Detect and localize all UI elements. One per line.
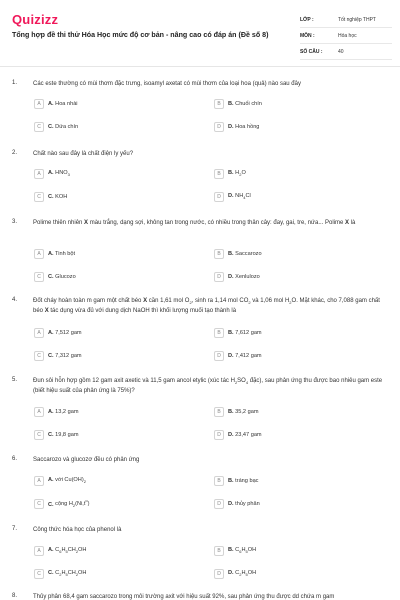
- option-label: B.: [228, 100, 234, 107]
- option-value: Saccarozo: [235, 250, 262, 257]
- worksheet-header: [0, 0, 400, 67]
- answer-option-d[interactable]: [214, 121, 364, 132]
- option-letter-box: D: [214, 499, 224, 509]
- question-number: 2.: [12, 150, 18, 156]
- option-text: [48, 330, 82, 336]
- answer-option-d[interactable]: [214, 429, 364, 440]
- option-text: [48, 432, 78, 438]
- question-text: Polime thiên nhiên X màu trắng, dạng sợi, không tan trong nước, có nhiều trong thân cây: đay, gai, tre, nứa... Polime X là: [33, 220, 356, 226]
- option-letter-box: B: [214, 169, 224, 179]
- question-number: 4.: [12, 297, 18, 303]
- answer-option-b[interactable]: [214, 475, 364, 486]
- option-value: thủy phân: [235, 500, 260, 507]
- option-label: B.: [228, 477, 234, 484]
- answer-option-c[interactable]: [34, 271, 184, 282]
- option-letter-box: D: [214, 122, 224, 132]
- option-value: $C_6H_5OH$: [235, 546, 257, 555]
- option-text: [228, 478, 258, 484]
- option-text: [228, 501, 260, 507]
- question-text: Đun sôi hỗn hợp gồm 12 gam axit axetic và 11,5 gam ancol etylic (xúc tác $H_2SO_4$ đặc), sau phản ứng thu được bao nhiêu gam este (biết hiệu suất của phản ứng là 75%)?: [33, 378, 383, 395]
- worksheet-meta: [300, 12, 392, 60]
- option-value: Hoa hồng: [235, 123, 260, 130]
- option-label: C.: [48, 431, 54, 438]
- question-text: Saccarozo và glucozơ đều có phản ứng: [33, 457, 140, 463]
- meta-value: Tốt nghiệp THPT: [338, 16, 376, 23]
- option-label: D.: [228, 500, 234, 507]
- option-value: 13,2 gam: [55, 408, 79, 415]
- option-text: [48, 170, 70, 177]
- option-label: C.: [48, 123, 54, 130]
- option-label: A.: [48, 476, 54, 483]
- answer-option-b[interactable]: [214, 248, 364, 259]
- answer-option-a[interactable]: [34, 248, 184, 259]
- option-text: [228, 124, 259, 130]
- option-value: $C_2H_5CH_2OH$: [55, 569, 87, 578]
- option-text: [48, 124, 78, 130]
- answer-option-c[interactable]: [34, 191, 184, 202]
- option-text: [228, 570, 256, 577]
- meta-label: LỚP :: [300, 16, 314, 23]
- option-value: KOH: [55, 193, 68, 200]
- meta-label: SỐ CÂU :: [300, 48, 323, 55]
- option-label: B.: [228, 169, 234, 176]
- option-letter-box: D: [214, 430, 224, 440]
- option-value: tráng bạc: [235, 477, 259, 484]
- option-text: [48, 274, 76, 280]
- option-text: [228, 353, 262, 359]
- answer-option-d[interactable]: [214, 350, 364, 361]
- option-value: $C_6H_5CH_2OH$: [55, 546, 87, 555]
- worksheet-title: Tổng hợp đề thi thử Hóa Học mức độ cơ bản - nâng cao có đáp án (Đề số 8): [12, 31, 269, 39]
- option-label: B.: [228, 408, 234, 415]
- answer-option-c[interactable]: [34, 498, 184, 509]
- question-text: Đốt cháy hoàn toàn m gam một chất béo X cần 1,61 mol $O_2$, sinh ra 1,14 mol $CO_2$ và 1,06 mol $H_2O$. Mặt khác, cho 7,088 gam chất béo X tác dụng vừa đủ với dung dịch NaOH thì khối lượng muối tạo thành là: [33, 298, 380, 315]
- option-letter-box: A: [34, 328, 44, 338]
- question-number: 3.: [12, 219, 18, 225]
- option-label: A.: [48, 408, 54, 415]
- option-label: C.: [48, 501, 54, 508]
- option-text: [228, 193, 251, 200]
- option-letter-box: C: [34, 499, 44, 509]
- option-letter-box: C: [34, 122, 44, 132]
- question-text: Các este thường có mùi thơm đặc trưng, isoamyl axetat có mùi thơm của loại hoa (quả) nào sau đây: [33, 81, 301, 87]
- question-number: 8.: [12, 593, 18, 599]
- question-number: 5.: [12, 377, 18, 383]
- option-letter-box: A: [34, 407, 44, 417]
- meta-row-count: [300, 44, 392, 60]
- option-letter-box: B: [214, 476, 224, 486]
- option-label: C.: [48, 273, 54, 280]
- option-text: [48, 547, 86, 554]
- option-value: 19,8 gam: [55, 431, 79, 438]
- answer-option-b[interactable]: [214, 98, 364, 109]
- meta-row-class: [300, 12, 392, 28]
- option-text: [48, 353, 82, 359]
- option-value: Hoa nhài: [55, 100, 78, 107]
- option-letter-box: B: [214, 328, 224, 338]
- option-label: C.: [48, 193, 54, 200]
- option-label: C.: [48, 569, 54, 576]
- option-letter-box: A: [34, 99, 44, 109]
- answer-option-a[interactable]: [34, 545, 184, 556]
- option-letter-box: B: [214, 546, 224, 556]
- option-letter-box: B: [214, 249, 224, 259]
- option-text: [228, 409, 258, 415]
- option-value: 7,512 gam: [55, 329, 82, 336]
- option-value: Chuối chín: [235, 100, 262, 107]
- option-value: Xenlulozo: [235, 273, 260, 280]
- option-letter-box: A: [34, 476, 44, 486]
- option-letter-box: C: [34, 351, 44, 361]
- option-value: $C_2H_5OH$: [235, 569, 257, 578]
- option-label: D.: [228, 192, 234, 199]
- option-value: 7,312 gam: [55, 352, 82, 359]
- question-number: 1.: [12, 80, 18, 86]
- option-value: cộng $H_2(Ni,t^o)$: [55, 498, 90, 509]
- answer-option-b[interactable]: [214, 168, 364, 179]
- option-label: A.: [48, 100, 54, 107]
- option-value: 35,2 gam: [235, 408, 259, 415]
- option-text: [48, 251, 75, 257]
- option-text: [228, 251, 262, 257]
- option-letter-box: A: [34, 546, 44, 556]
- answer-option-b[interactable]: [214, 406, 364, 417]
- quizizz-logo: Quizizz: [12, 12, 59, 27]
- option-label: C.: [48, 352, 54, 359]
- answer-option-c[interactable]: [34, 429, 184, 440]
- option-text: [228, 170, 246, 177]
- question-number: 6.: [12, 456, 18, 462]
- option-letter-box: B: [214, 407, 224, 417]
- question-8-partial: [0, 590, 400, 600]
- option-label: A.: [48, 329, 54, 336]
- option-value: $H_2O$: [235, 169, 246, 178]
- question-text: Công thức hóa học của phenol là: [33, 527, 122, 533]
- answer-option-a[interactable]: [34, 406, 184, 417]
- option-value: $NH_4Cl$: [235, 192, 251, 201]
- option-letter-box: D: [214, 272, 224, 282]
- option-value: 7,612 gam: [235, 329, 262, 336]
- option-letter-box: B: [214, 99, 224, 109]
- answer-option-c[interactable]: [34, 350, 184, 361]
- option-label: D.: [228, 352, 234, 359]
- option-text: [48, 499, 90, 509]
- option-value: Glucozo: [55, 273, 76, 280]
- answer-option-a[interactable]: [34, 475, 184, 486]
- option-label: D.: [228, 431, 234, 438]
- answer-option-d[interactable]: [214, 568, 364, 579]
- option-label: D.: [228, 123, 234, 130]
- option-label: A.: [48, 250, 54, 257]
- meta-value: Hóa học: [338, 32, 357, 39]
- answer-option-d[interactable]: [214, 191, 364, 202]
- option-letter-box: D: [214, 351, 224, 361]
- option-label: A.: [48, 546, 54, 553]
- answer-option-d[interactable]: [214, 271, 364, 282]
- option-text: [48, 194, 67, 200]
- option-value: Dứa chín: [55, 123, 79, 130]
- answer-option-c[interactable]: [34, 121, 184, 132]
- meta-value: 40: [338, 48, 344, 55]
- answer-option-b[interactable]: [214, 545, 364, 556]
- meta-label: MÔN :: [300, 32, 315, 39]
- question-text: Chất nào sau đây là chất điện ly yếu?: [33, 151, 134, 157]
- option-text: [48, 477, 86, 484]
- option-text: [228, 274, 260, 280]
- option-value: Tinh bột: [55, 250, 76, 257]
- option-label: D.: [228, 569, 234, 576]
- meta-row-subject: [300, 28, 392, 44]
- option-value: 7,412 gam: [235, 352, 262, 359]
- option-value: 23,47 gam: [235, 431, 262, 438]
- option-letter-box: A: [34, 169, 44, 179]
- option-text: [228, 547, 256, 554]
- option-letter-box: C: [34, 192, 44, 202]
- answer-option-b[interactable]: [214, 327, 364, 338]
- option-text: [228, 330, 262, 336]
- option-value: với $Cu(OH)_2$: [55, 476, 86, 485]
- answer-option-c[interactable]: [34, 568, 184, 579]
- option-label: A.: [48, 169, 54, 176]
- option-letter-box: C: [34, 272, 44, 282]
- option-text: [228, 432, 262, 438]
- option-letter-box: D: [214, 569, 224, 579]
- question-number: 7.: [12, 526, 18, 532]
- option-text: [48, 570, 86, 577]
- answer-option-a[interactable]: [34, 98, 184, 109]
- answer-option-d[interactable]: [214, 498, 364, 509]
- option-label: B.: [228, 329, 234, 336]
- option-text: [48, 409, 78, 415]
- option-text: [48, 101, 78, 107]
- answer-option-a[interactable]: [34, 327, 184, 338]
- option-label: D.: [228, 273, 234, 280]
- option-letter-box: A: [34, 249, 44, 259]
- option-text: [228, 101, 262, 107]
- question-text: Thủy phân 68,4 gam saccarozo trong môi trường axit với hiệu suất 92%, sau phản ứng thu được dd chứa m gam: [33, 594, 335, 600]
- option-value: $HNO_3$: [55, 169, 70, 178]
- option-label: B.: [228, 546, 234, 553]
- option-letter-box: C: [34, 569, 44, 579]
- option-letter-box: D: [214, 192, 224, 202]
- option-label: B.: [228, 250, 234, 257]
- option-letter-box: C: [34, 430, 44, 440]
- answer-option-a[interactable]: [34, 168, 184, 179]
